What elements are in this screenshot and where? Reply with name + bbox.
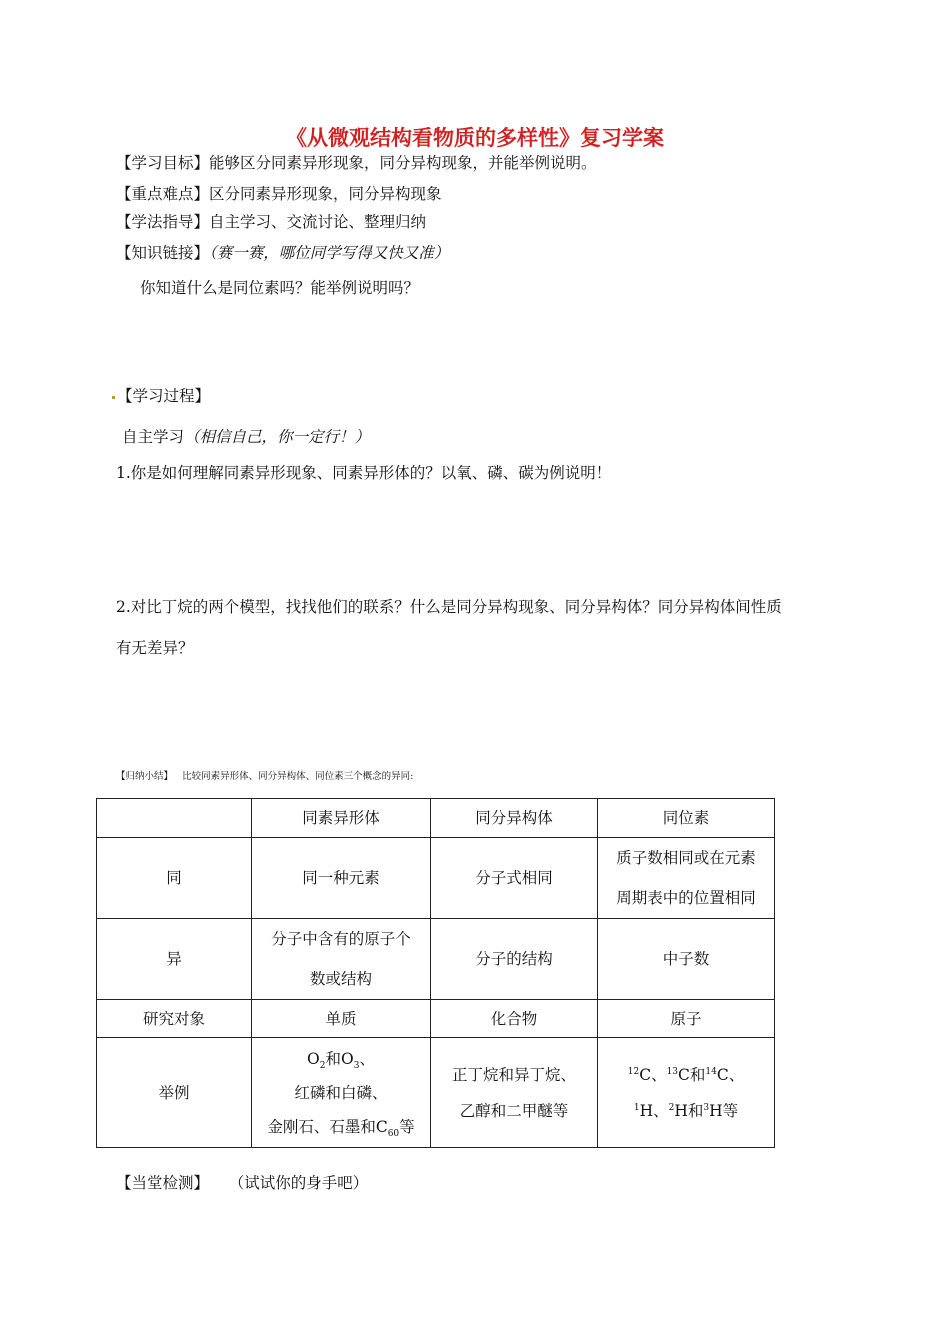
row-label: 研究对象	[97, 1000, 252, 1038]
mark-tick	[112, 396, 115, 399]
self-study-hint: （相信自己，你一定行！）	[184, 428, 371, 446]
table-cell: 分子的结构	[431, 919, 598, 1000]
table-cell: 原子	[598, 1000, 775, 1038]
cell-line: 质子数相同或在元素	[616, 849, 756, 867]
cell-line: $^1$H、$^2$H和$^3$H等	[633, 1101, 739, 1120]
header-allotrope: 同素异形体	[252, 799, 431, 838]
link-line	[116, 243, 449, 263]
table-cell	[252, 919, 431, 1000]
table-cell: 分子式相同	[431, 838, 598, 919]
table-row-same	[97, 838, 775, 919]
check-line	[116, 1173, 368, 1193]
self-study-line	[122, 427, 370, 447]
header-cell-empty	[97, 799, 252, 838]
table-header-row	[97, 799, 775, 838]
table-cell	[598, 1038, 775, 1148]
row-label: 异	[97, 919, 252, 1000]
table-row-example	[97, 1038, 775, 1148]
key-text: 区分同素异形现象，同分异构现象	[209, 185, 442, 203]
cell-line: 分子中含有的原子个	[271, 930, 411, 948]
table-cell: 同一种元素	[252, 838, 431, 919]
cell-line: 红磷和白磷、	[294, 1083, 388, 1102]
method-label: 【学法指导】	[116, 213, 210, 231]
key-label: 【重点难点】	[116, 185, 210, 203]
row-label: 同	[97, 838, 252, 919]
check-hint: （试试你的身手吧）	[228, 1174, 369, 1192]
page-title: 《从微观结构看物质的多样性》复习学案	[286, 126, 664, 150]
cell-line: $O_2$和$O_3$、	[307, 1049, 375, 1071]
goal-line	[116, 153, 597, 173]
table-cell: 中子数	[598, 919, 775, 1000]
question-2-line2: 有无差异？	[116, 639, 194, 657]
table-cell: 化合物	[431, 1000, 598, 1038]
summary-label: 【归纳小结】	[116, 771, 174, 782]
self-study-label: 自主学习	[122, 428, 185, 446]
table-cell	[252, 1038, 431, 1148]
link-question: 你知道什么是同位素吗？能举例说明吗？	[140, 279, 420, 297]
summary-line	[116, 768, 413, 782]
method-text: 自主学习、交流讨论、整理归纳	[209, 213, 427, 231]
table-row-diff	[97, 919, 775, 1000]
cell-line: 数或结构	[309, 970, 372, 988]
table-cell	[598, 838, 775, 919]
table-row-object	[97, 1000, 775, 1038]
cell-line: $^{12}$C、$^{13}$C和$^{14}$C、	[627, 1065, 745, 1084]
cell-line: 周期表中的位置相同	[616, 889, 756, 907]
cell-line: 正丁烷和异丁烷、	[451, 1065, 576, 1084]
process-line	[112, 386, 210, 406]
header-isotope: 同位素	[598, 799, 775, 838]
goal-text: 能够区分同素异形现象，同分异构现象，并能举例说明。	[209, 154, 597, 172]
summary-text: 比较同素异形体、同分异构体、同位素三个概念的异同:	[182, 771, 414, 782]
row-label: 举例	[97, 1038, 252, 1148]
cell-line: 金刚石、石墨和$C_{60}$等	[267, 1117, 415, 1139]
link-label: 【知识链接】	[116, 244, 210, 262]
question-2-line1: 2.对比丁烷的两个模型，找找他们的联系？什么是同分异构现象、同分异构体？同分异构体间性质	[116, 598, 782, 616]
table-cell	[431, 1038, 598, 1148]
cell-line: 乙醇和二甲醚等	[459, 1101, 569, 1120]
goal-label: 【学习目标】	[116, 154, 210, 172]
comparison-table	[96, 798, 775, 1148]
method-line	[116, 212, 426, 232]
table-cell: 单质	[252, 1000, 431, 1038]
key-line	[116, 184, 442, 204]
check-label: 【当堂检测】	[116, 1174, 210, 1192]
process-label: 【学习过程】	[117, 387, 211, 405]
header-isomer: 同分异构体	[431, 799, 598, 838]
link-hint: （赛一赛，哪位同学写得又快又准）	[209, 244, 450, 262]
question-1: 1.你是如何理解同素异形现象、同素异形体的？以氧、磷、碳为例说明！	[116, 464, 612, 482]
